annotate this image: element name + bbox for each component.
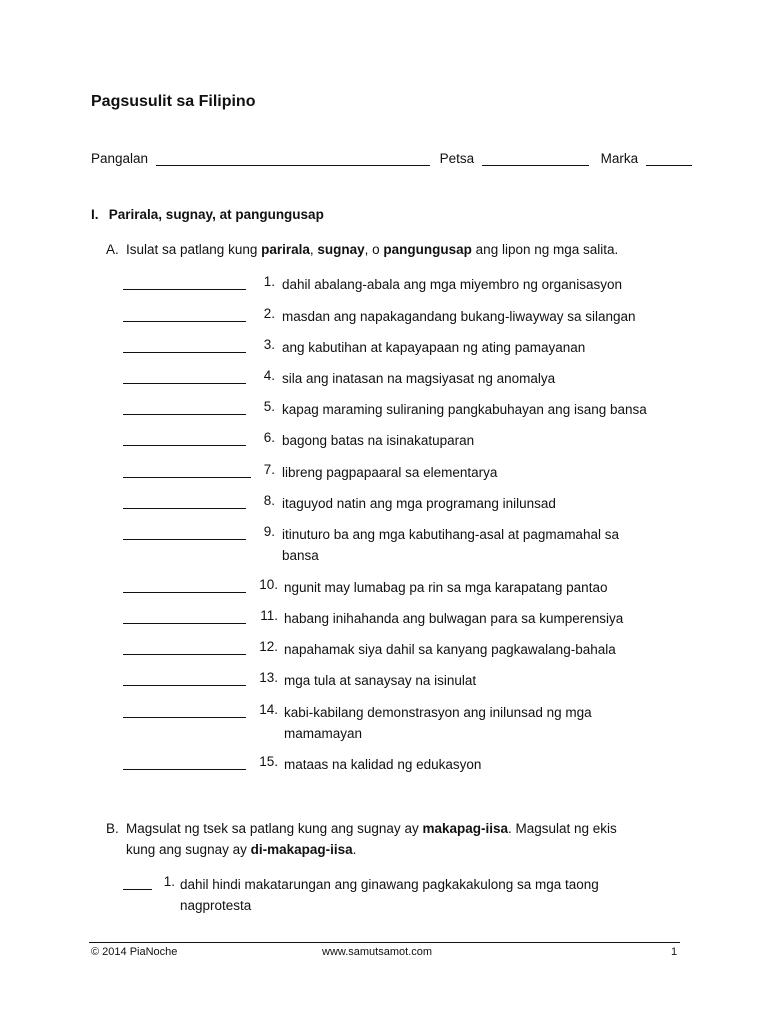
date-blank[interactable]: [482, 151, 589, 166]
item-text: ngunit may lumabag pa rin sa mga karapatang pantao: [284, 580, 608, 595]
part-a-text-4: ang lipon ng mga salita.: [471, 242, 619, 257]
item-text: napahamak siya dahil sa kanyang pagkawalang-bahala: [284, 642, 616, 657]
footer-website[interactable]: www.samutsamot.com: [322, 946, 433, 958]
item-text: kapag maraming suliraning pangkabuhayan ang isang bansa: [282, 402, 647, 417]
item-number: 3.: [263, 337, 275, 352]
answer-blank[interactable]: [123, 685, 246, 686]
section-title: Parirala, sugnay, at pangungusap: [108, 207, 324, 222]
page-title: Pagsusulit sa Filipino: [91, 93, 256, 110]
score-blank[interactable]: [646, 151, 692, 166]
part-a-text-1: Isulat sa patlang kung: [126, 242, 262, 257]
section-number: I.: [91, 207, 99, 222]
item-number: 15.: [259, 754, 278, 769]
item-number: 11.: [260, 608, 278, 623]
footer-divider: [89, 942, 680, 943]
answer-blank[interactable]: [123, 654, 246, 655]
part-b-letter: B.: [106, 821, 119, 836]
name-blank[interactable]: [156, 151, 430, 166]
part-b-bold-2: di-makapag-iisa: [250, 842, 353, 857]
item-number: 2.: [263, 306, 275, 321]
score-label: Marka: [600, 151, 639, 166]
item-text: bagong batas na isinakatuparan: [282, 433, 475, 448]
item-number: 10.: [259, 577, 278, 592]
item-number: 4.: [263, 368, 275, 383]
answer-blank[interactable]: [123, 352, 246, 353]
answer-blank[interactable]: [123, 889, 152, 890]
item-number: 5.: [263, 399, 275, 414]
student-info-line: [91, 151, 692, 166]
answer-blank[interactable]: [123, 445, 246, 446]
part-b-text-1: Magsulat ng tsek sa patlang kung ang sugnay ay: [126, 821, 423, 836]
part-b-text-4: .: [352, 842, 357, 857]
item-number: 14.: [259, 702, 278, 717]
item-number: 6.: [263, 430, 275, 445]
item-text: kabi-kabilang demonstrasyon ang inilunsad ng mga mamamayan: [284, 705, 592, 741]
answer-blank[interactable]: [123, 289, 246, 290]
part-b-bold-1: makapag-iisa: [422, 821, 508, 836]
answer-blank[interactable]: [123, 623, 246, 624]
item-text: masdan ang napakagandang bukang-liwayway sa silangan: [282, 309, 636, 324]
part-a-text-3: , o: [364, 242, 384, 257]
answer-blank[interactable]: [123, 414, 246, 415]
answer-blank[interactable]: [123, 592, 246, 593]
item-text: mataas na kalidad ng edukasyon: [284, 757, 482, 772]
answer-blank[interactable]: [123, 477, 251, 478]
item-text: itinuturo ba ang mga kabutihang-asal at pagmamahal sa bansa: [282, 527, 619, 563]
footer-page-number: 1: [671, 946, 678, 958]
item-text: dahil hindi makatarungan ang ginawang pagkakakulong sa mga taong nagprotesta: [180, 877, 599, 913]
part-a-letter: A.: [106, 242, 119, 257]
answer-blank[interactable]: [123, 769, 246, 770]
item-number: 1.: [263, 274, 275, 289]
date-label: Petsa: [439, 151, 475, 166]
footer-copyright: © 2014 PiaNoche: [91, 946, 178, 958]
part-a-text-2: ,: [309, 242, 318, 257]
item-text: ang kabutihan at kapayapaan ng ating pamayanan: [282, 340, 586, 355]
answer-blank[interactable]: [123, 321, 246, 322]
item-number: 7.: [263, 462, 275, 477]
part-a-bold-1: parirala: [261, 242, 310, 257]
part-a-instructions: [106, 242, 618, 257]
item-text: sila ang inatasan na magsiyasat ng anomalya: [282, 371, 556, 386]
item-text: habang inihahanda ang bulwagan para sa kumperensiya: [284, 611, 624, 626]
item-number: 12.: [259, 639, 278, 654]
part-b-text-3: kung ang sugnay ay: [126, 842, 251, 857]
item-number: 13.: [259, 670, 278, 685]
part-a-bold-2: sugnay: [317, 242, 365, 257]
item-text: libreng pagpapaaral sa elementarya: [282, 465, 498, 480]
answer-blank[interactable]: [123, 539, 246, 540]
item-text: mga tula at sanaysay na isinulat: [284, 673, 477, 688]
part-a-bold-3: pangungusap: [383, 242, 472, 257]
answer-blank[interactable]: [123, 717, 246, 718]
answer-blank[interactable]: [123, 383, 246, 384]
part-b-text-2: . Magsulat ng ekis: [508, 821, 617, 836]
name-label: Pangalan: [91, 151, 149, 166]
section-heading: [91, 207, 324, 222]
item-number: 9.: [263, 524, 275, 539]
answer-blank[interactable]: [123, 508, 246, 509]
part-b-instructions: [106, 818, 666, 860]
item-text: itaguyod natin ang mga programang inilunsad: [282, 496, 556, 511]
item-number: 8.: [263, 493, 275, 508]
item-text: dahil abalang-abala ang mga miyembro ng organisasyon: [282, 277, 622, 292]
item-number: 1.: [163, 874, 175, 889]
